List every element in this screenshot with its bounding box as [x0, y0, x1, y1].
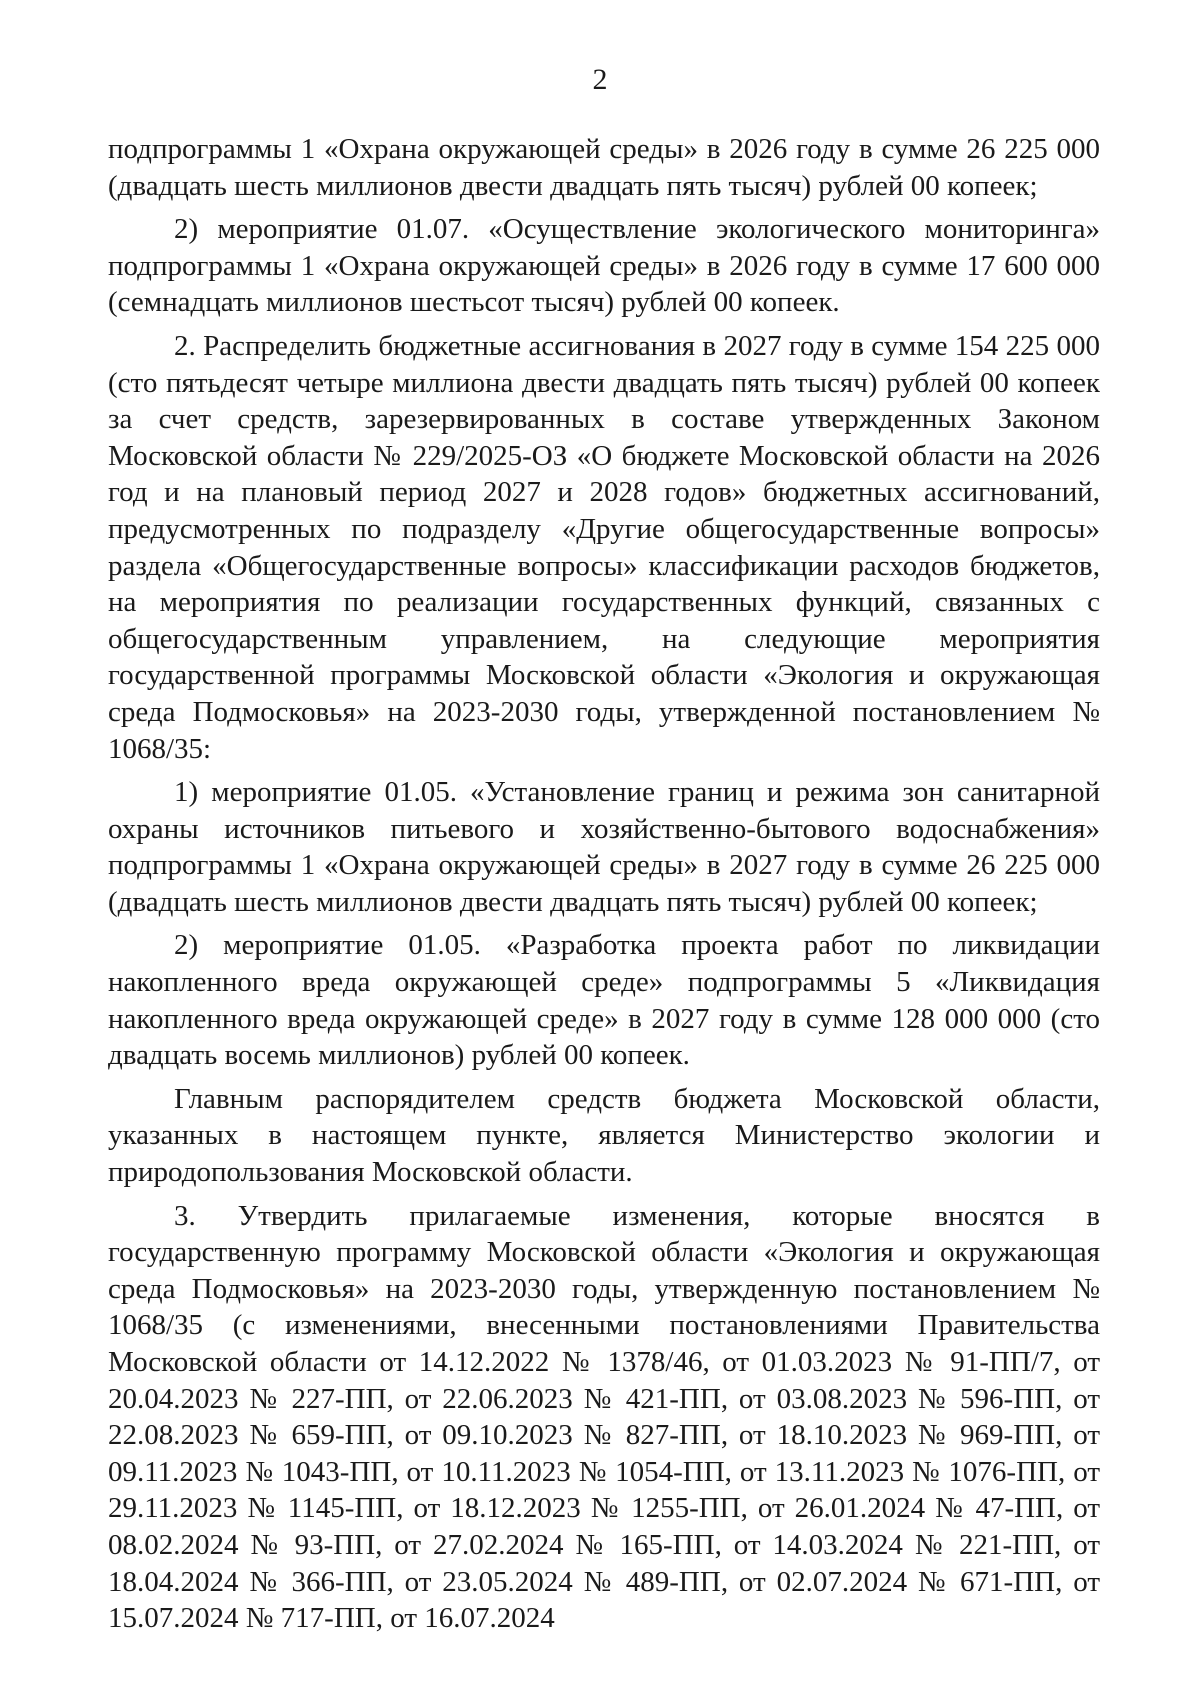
- document-body: [108, 131, 1100, 1637]
- paragraph-clause-3: 3. Утвердить прилагаемые изменения, которые вносятся в государственную программу Московской области «Экология и окружающая среда Подмосковья» на 2023-2030 годы, утвержденную постановлением № 1068/35 (с изменениями, внесенными постановлениями Правительства Московской области от 14.12.2022 № 1378/46, от 01.03.2023 № 91-ПП/7, от 20.04.2023 № 227-ПП, от 22.06.2023 № 421-ПП, от 03.08.2023 № 596-ПП, от 22.08.2023 № 659-ПП, от 09.10.2023 № 827-ПП, от 18.10.2023 № 969-ПП, от 09.11.2023 № 1043-ПП, от 10.11.2023 № 1054-ПП, от 13.11.2023 № 1076-ПП, от 29.11.2023 № 1145-ПП, от 18.12.2023 № 1255-ПП, от 26.01.2024 № 47-ПП, от 08.02.2024 № 93-ПП, от 27.02.2024 № 165-ПП, от 14.03.2024 № 221-ПП, от 18.04.2024 № 366-ПП, от 23.05.2024 № 489-ПП, от 02.07.2024 № 671-ПП, от 15.07.2024 № 717-ПП, от 16.07.2024: [108, 1199, 1100, 1635]
- page-number: 2: [592, 63, 608, 96]
- paragraph-item-1-sanitary-zones: 1) мероприятие 01.05. «Установление границ и режима зон санитарной охраны источников питьевого и хозяйственно-бытового водоснабжения» подпрограммы 1 «Охрана окружающей среды» в 2027 году в сумме 26 225 000 (двадцать шесть миллионов двести двадцать пять тысяч) рублей 00 копеек;: [108, 776, 1100, 918]
- paragraph-chief-administrator: Главным распорядителем средств бюджета Московской области, указанных в настоящем пункте, является Министерство экологии и природопользования Московской области.: [108, 1082, 1100, 1189]
- paragraph-item-2-liquidation: 2) мероприятие 01.05. «Разработка проекта работ по ликвидации накопленного вреда окружающей среде» подпрограммы 5 «Ликвидация накопленного вреда окружающей среде» в 2027 году в сумме 128 000 000 (сто двадцать восемь миллионов) рублей 00 копеек.: [108, 929, 1100, 1072]
- paragraph-item-2-monitoring: 2) мероприятие 01.07. «Осуществление экологического мониторинга» подпрограммы 1 «Охрана окружающей среды» в 2026 году в сумме 17 600 000 (семнадцать миллионов шестьсот тысяч) рублей 00 копеек.: [108, 213, 1100, 319]
- paragraph-continuation: подпрограммы 1 «Охрана окружающей среды» в 2026 году в сумме 26 225 000 (двадцать шесть миллионов двести двадцать пять тысяч) рублей 00 копеек;: [108, 133, 1100, 202]
- paragraph-clause-2: 2. Распределить бюджетные ассигнования в 2027 году в сумме 154 225 000 (сто пятьдесят четыре миллиона двести двадцать пять тысяч) рублей 00 копеек за счет средств, зарезервированных в составе утвержденных Законом Московской области № 229/2025-ОЗ «О бюджете Московской области на 2026 год и на плановый период 2027 и 2028 годов» бюджетных ассигнований, предусмотренных по подразделу «Другие общегосударственные вопросы» раздела «Общегосударственные вопросы» классификации расходов бюджетов, на мероприятия по реализации государственных функций, связанных с общегосударственным управлением, на следующие мероприятия государственной программы Московской области «Экология и окружающая среда Подмосковья» на 2023-2030 годы, утвержденной постановлением № 1068/35:: [108, 329, 1100, 765]
